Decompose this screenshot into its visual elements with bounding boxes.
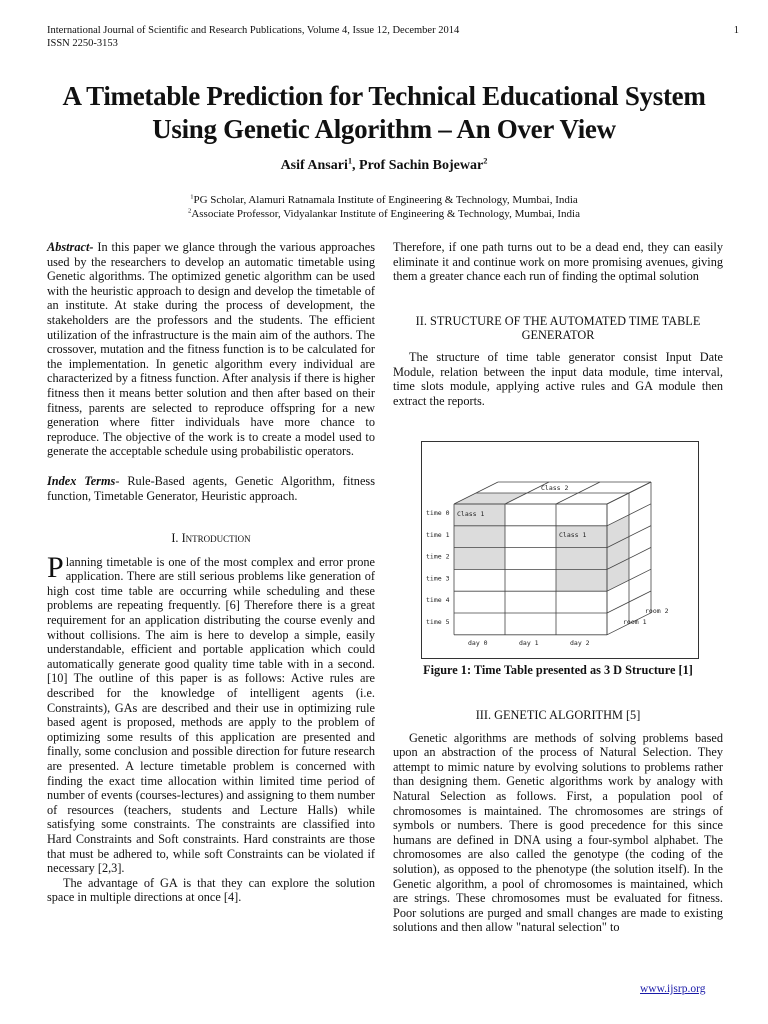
affiliations <box>0 193 768 221</box>
issn: ISSN 2250-3153 <box>47 38 118 49</box>
section-1-heading <box>47 531 375 546</box>
drop-cap: P <box>47 550 64 584</box>
right-column-top <box>393 240 723 408</box>
figure-1-caption: Figure 1: Time Table presented as 3 D Structure [1] <box>423 663 693 677</box>
author-2: Prof Sachin Bojewar <box>359 158 484 173</box>
index-terms-label: Index Terms <box>47 473 116 488</box>
paper-title <box>20 80 748 146</box>
intro-paragraph-2: The advantage of GA is that they can explore the solution space in multiple directions at once [4]. <box>47 875 375 905</box>
class-label: Class 1 <box>457 510 485 518</box>
author-2-sup: 2 <box>483 156 488 166</box>
intro-paragraph-1-text: lanning timetable is one of the most complex and error prone application. There are still serious problems like generation of high cost time table are occurring while scheduling and these problems are repeating frequently. [6] Therefore there is a great requirement for an application distributing the course evenly and without collisions. The aim is here to develop a simple, easily understandable, efficient and portable application which could automatically generate good quality time table with in a second. [10] The outline of this paper is as follows: Active rules are described for the knowledge of intelligent agents (i.e. Constraints), GAs are described and their use in optimizing rule based agent is proposed, methods are apply to the problem of optimizing some results of this application are presented and finally, some conclusion and possible direction for future research are presented. A lecture timetable problem is concerned with finding the exact time allocation within limited time period of number of events (courses-lectures) and assigning to them number of resources (teachers, students and Lecture Halls) while satisfying some constraints. The constraints are classified into Hard Constraints and Soft constraints. Hard constraints are those that must be adhered to, while soft Constraints can be violated if necessary [2,3]. <box>47 554 375 876</box>
abstract-text: In this paper we glance through the various approaches used by the researchers to develop an automatic timetable using Genetic algorithms. The optimized genetic algorithm can be used with the heuristic approach to design and develop the timetable of an institute. At stake during the process of development, the stakeholders are the professors and the students. The efficient utilization of the infrastructure is the main aim of the authors. The crossover, mutation and the fitness function is to be calculated for the implementation. In genetic algorithm every individual are characterized by a fitness function. After analysis if there is higher fitness then it means better solution and then after based on their fitness, parents are selected to reproduce offspring for a new generation where fitter individuals have more chance to reproduce. The objective of the work is to create a model used to generate the acceptable schedule using probabilistic operators. <box>47 240 375 459</box>
day-label: day 2 <box>570 638 590 647</box>
figure-1 <box>421 441 699 659</box>
journal-line: International Journal of Scientific and Research Publications, Volume 4, Issue 12, December 2014 <box>47 25 460 36</box>
time-label: time 4 <box>426 596 450 605</box>
affiliation-1 <box>0 193 768 207</box>
author-1-sup: 1 <box>347 156 353 166</box>
time-label: time 5 <box>426 618 450 626</box>
class-1-side-shade <box>607 515 629 591</box>
section-2-paragraph: The structure of time table generator consist Input Date Module, relation between the input data module, time interval, time slots module, applying active rules and GA module then extract the reports. <box>393 349 723 408</box>
page-number: 1 <box>733 25 739 36</box>
time-label: time 1 <box>426 530 450 539</box>
section-2-heading-line-2: GENERATOR <box>521 328 595 343</box>
title-line-2: Using Genetic Algorithm – An Over View <box>152 114 616 144</box>
left-column <box>47 240 375 905</box>
class-label: Class 1 <box>559 530 587 539</box>
timetable-cube-diagram <box>422 442 698 658</box>
affiliation-2-text: Associate Professor, Vidyalankar Institute of Engineering & Technology, Mumbai, India <box>191 208 580 220</box>
class-label: Class 2 <box>541 484 569 492</box>
room-label: room 2 <box>645 606 669 615</box>
intro-paragraph-1 <box>47 550 375 876</box>
section-3-heading: III. GENETIC ALGORITHM [5] <box>475 708 641 722</box>
abstract-label: Abstract- <box>47 240 94 254</box>
affiliation-2 <box>0 207 768 221</box>
day-label: day 0 <box>468 638 488 647</box>
affiliation-2-sup: 2 <box>188 207 192 215</box>
affiliation-1-text: PG Scholar, Alamuri Ratnamala Institute of Engineering & Technology, Mumbai, India <box>193 194 578 206</box>
time-label: time 0 <box>426 509 450 517</box>
section-1-title: Introduction <box>181 531 251 546</box>
authors <box>0 158 768 174</box>
time-label: time 2 <box>426 552 450 561</box>
room-label: room 1 <box>623 617 647 626</box>
index-terms <box>47 474 375 503</box>
time-label: time 3 <box>426 574 450 583</box>
author-separator: , <box>352 158 360 173</box>
title-line-1: A Timetable Prediction for Technical Educational System <box>62 81 706 111</box>
index-terms-text: - Rule-Based agents, Genetic Algorithm, fitness function, Timetable Generator, Heuristic approach. <box>47 473 375 503</box>
affiliation-1-sup: 1 <box>190 193 194 201</box>
abstract <box>47 240 375 459</box>
footer-link[interactable]: www.ijsrp.org <box>640 983 706 995</box>
author-1: Asif Ansari <box>280 158 348 173</box>
section-3-paragraph: Genetic algorithms are methods of solving problems based upon an abstraction of the process of Natural Selection. They attempt to mimic nature by evolving solutions to problems rather than designing them. Genetic algorithms work by analogy with Natural Selection as follows. First, a population pool of chromosomes is maintained. The chromosomes are strings of symbols or numbers. There is good precedence for this since humans are defined in DNA using a four-symbol alphabet. The chromosomes are also called the genotype (the coding of the solution), as opposed to the phenotype (the solution itself). In the Genetic algorithm, a pool of chromosomes is maintained, which are strings. These chromosomes must be evaluated for fitness. Poor solutions are purged and small changes are made to existing solutions and then allow "natural selection" to <box>393 730 723 935</box>
day-label: day 1 <box>519 638 539 647</box>
right-column-bottom <box>393 708 723 935</box>
running-header <box>47 24 747 50</box>
section-2-heading-line-1: II. STRUCTURE OF THE AUTOMATED TIME TABLE <box>415 313 701 328</box>
right-intro-paragraph: Therefore, if one path turns out to be a dead end, they can easily eliminate it and continue work on more promising avenues, giving them a greater chance each run of finding the optimal solution <box>393 240 723 284</box>
section-1-numeral: I. <box>171 531 182 546</box>
